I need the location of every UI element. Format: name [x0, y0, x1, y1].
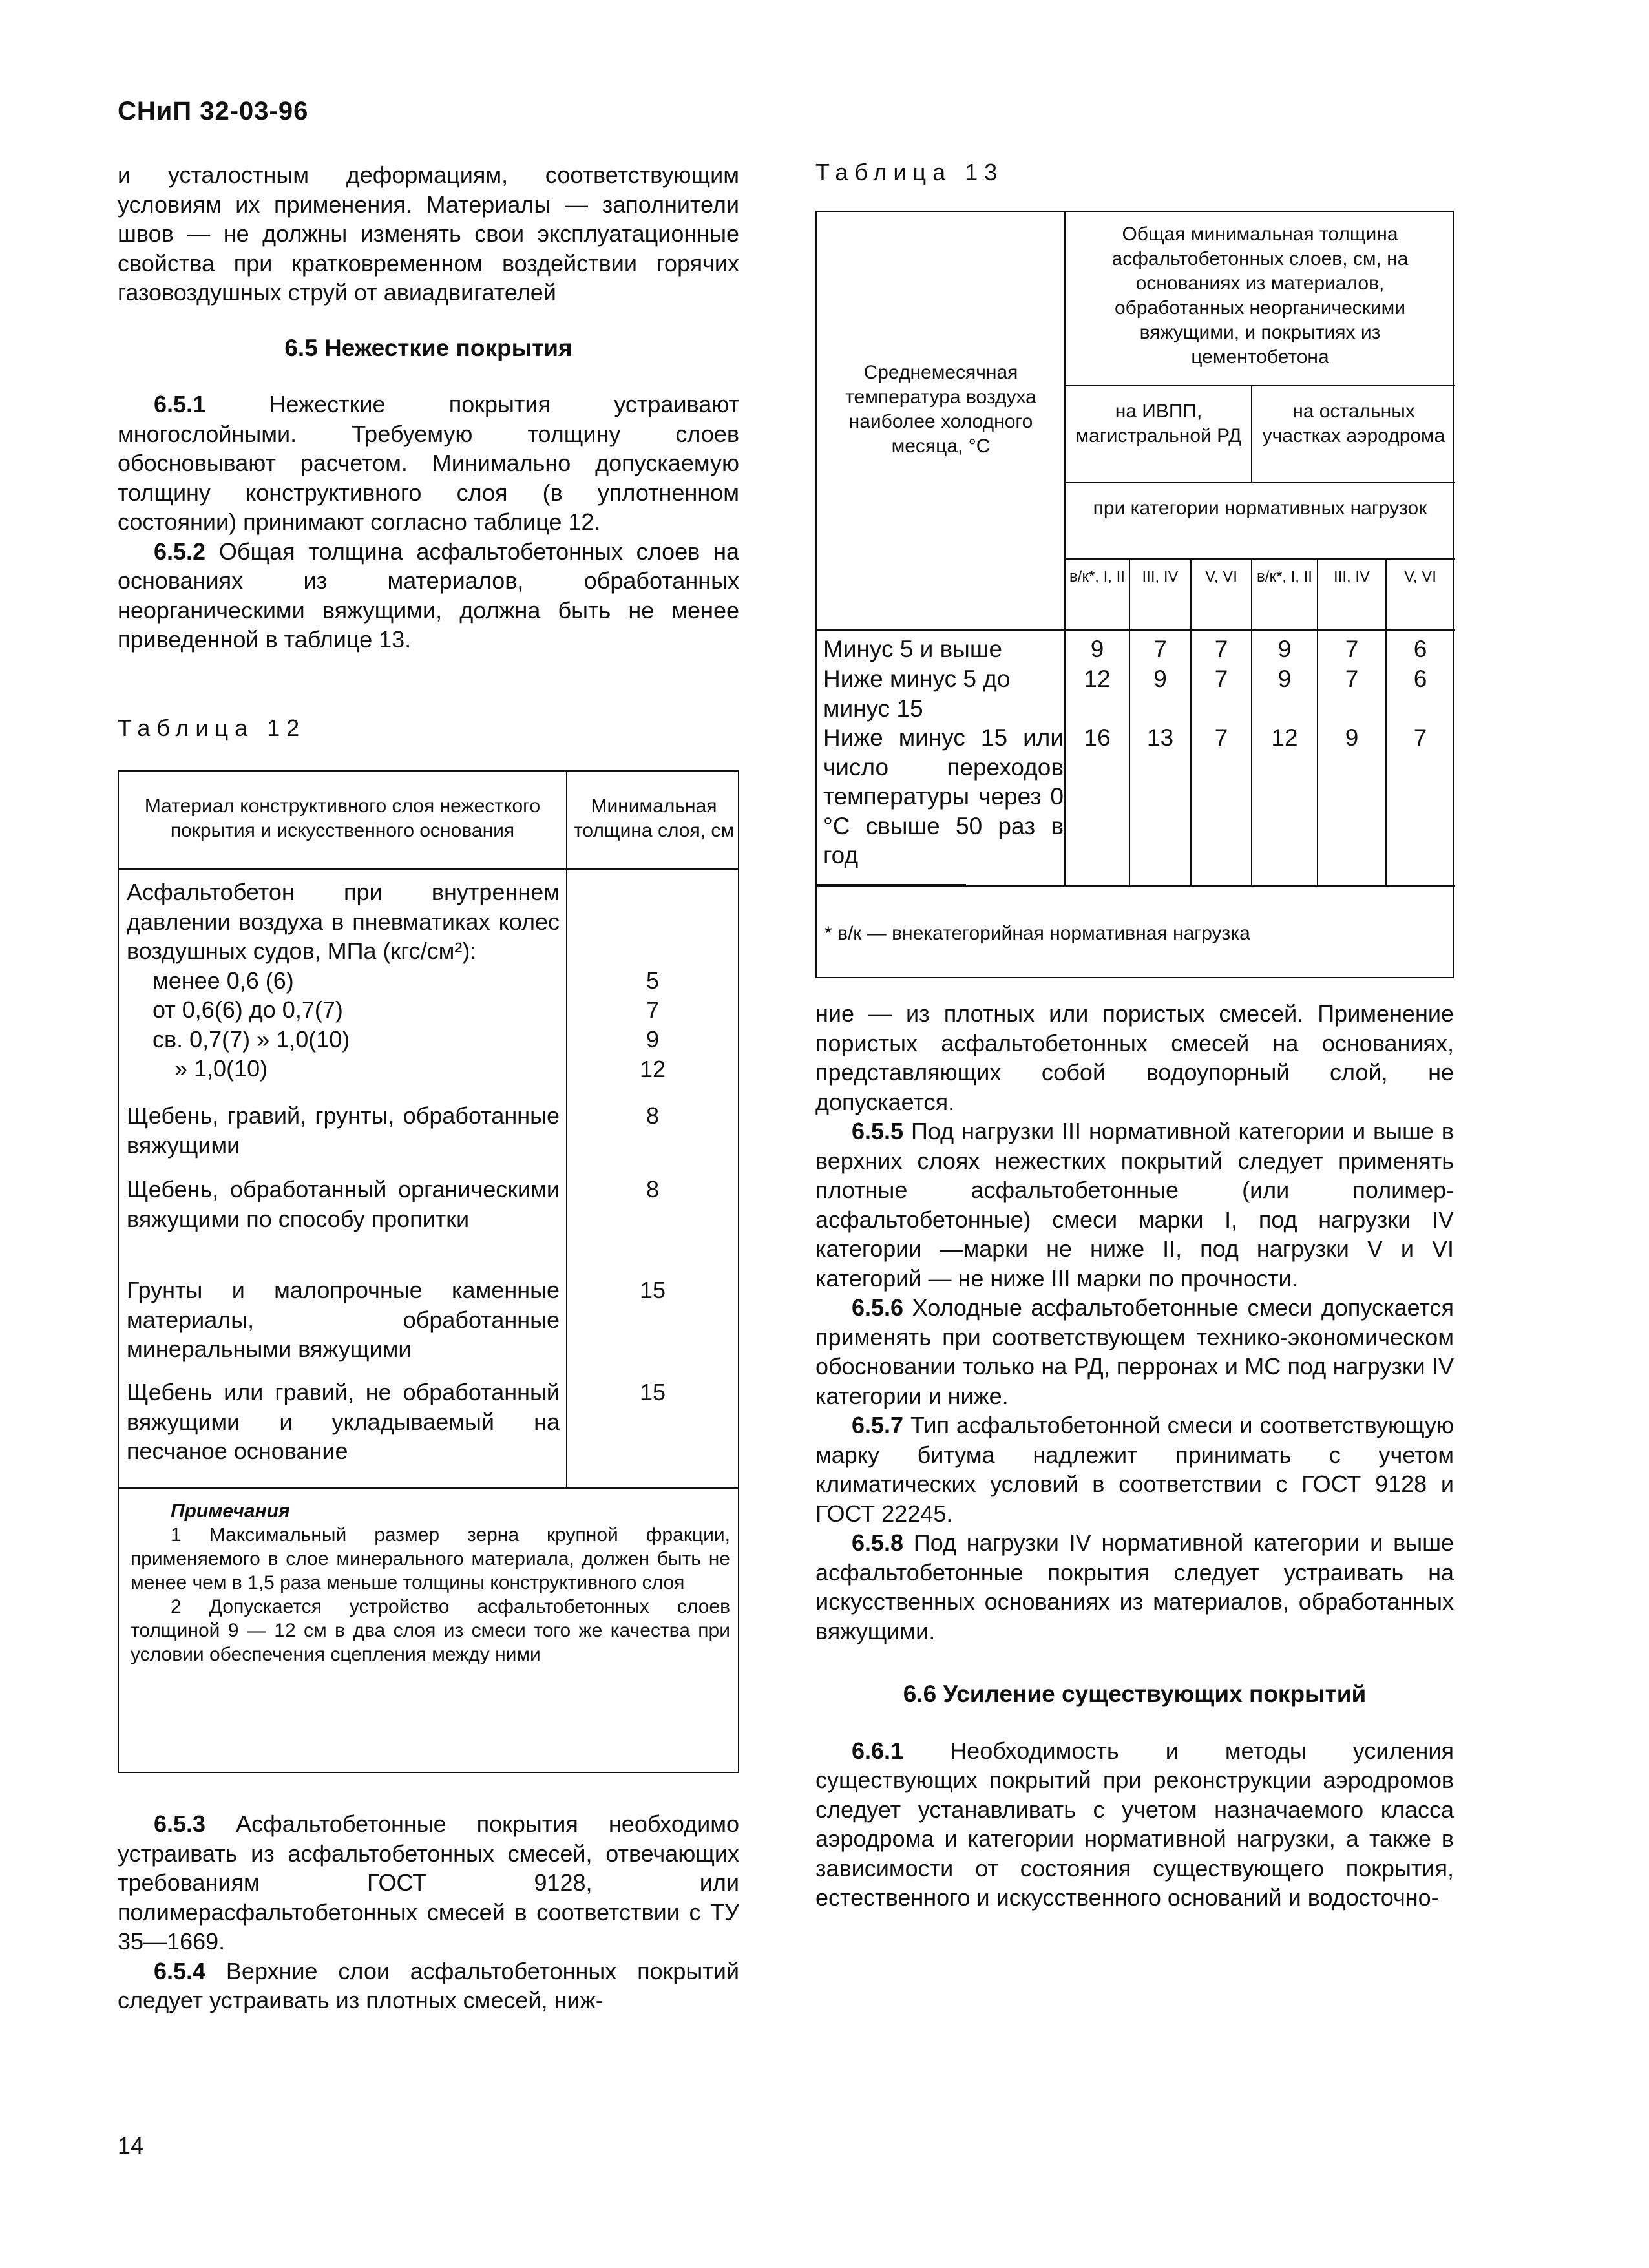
table-12: [118, 770, 739, 1773]
grid-line: [1064, 482, 1455, 483]
table-13-caption: Таблица 13: [815, 159, 1004, 185]
table-13-header-other: на остальных участках аэродрома: [1262, 401, 1445, 446]
thickness-value: 5: [646, 967, 660, 994]
table-12-row-gravel: Щебень, гравий, грунты, обработанные вяжущими: [127, 1102, 560, 1159]
cell-value: 7: [1345, 636, 1359, 662]
cell-value: 12: [1084, 666, 1111, 692]
page-number: 14: [118, 2132, 144, 2159]
thickness-value: 15: [639, 1277, 666, 1303]
category-header: V, VI: [1205, 568, 1237, 585]
cell-value: 9: [1277, 636, 1292, 662]
paragraph-6-5-5: [815, 1117, 1454, 1293]
paragraph-text: Под нагрузки III нормативной категории и выше в верхних слоях нежестких покрытий следует применять плотные асфальтобетонные (или полимер-асфальтобетонные) смеси марки I, под нагрузки IV категории —марки не ниже II, под нагрузки V и VI категорий — не ниже III марки по прочности.: [815, 1118, 1454, 1292]
paragraph-text: Общая толщина асфальтобетонных слоев на основаниях из материалов, обработанных неорганическими вяжущими, должна быть не менее приведенной в таблице 13.: [118, 538, 739, 653]
grid-line: [1251, 385, 1252, 482]
material-text: Асфальтобетон при внутреннем давлении воздуха в пневматиках колес воздушных судов, МПа (кгс/см²):: [127, 879, 560, 964]
paragraph-number: 6.5.3: [154, 1811, 206, 1837]
table-13-header-ivpp: на ИВПП, магистральной РД: [1075, 401, 1242, 446]
table-12-header-material: Материал конструктивного слоя нежесткого покрытия и искусственного основания: [144, 795, 541, 841]
material-sub-4: » 1,0(10): [174, 1055, 268, 1082]
table-12-row-organic: Щебень, обработанный органическими вяжущими по способу пропитки: [127, 1176, 560, 1232]
table-12-notes: [131, 1499, 730, 1666]
table-13-header-category: при категории нормативных нагрузок: [1093, 498, 1427, 519]
grid-line: [1317, 558, 1318, 885]
cell-value: 12: [1271, 724, 1298, 751]
paragraph-6-5-1: [118, 390, 739, 537]
notes-title: Примечания: [171, 1500, 290, 1522]
section-6-6-title: 6.6 Усиление существующих покрытий: [903, 1681, 1367, 1707]
cell-value: 7: [1345, 666, 1359, 692]
paragraph-6-5-2: [118, 537, 739, 655]
cell-value: 7: [1153, 636, 1167, 662]
intro-paragraph: и усталостным деформациям, соответствующим условиям их применения. Материалы — заполнители швов — не должны изменять свои эксплуатационные свойства при кратковременном воздействии горячих газовоздушных струй от авиадвигателей: [118, 162, 739, 306]
thickness-value: 12: [639, 1056, 666, 1082]
row-label: Минус 5 и выше: [823, 636, 1003, 662]
notes-divider: [119, 1487, 738, 1489]
cell-value: 9: [1153, 666, 1167, 692]
paragraph-number: 6.5.6: [852, 1294, 904, 1321]
paragraph-text: Необходимость и методы усиления существующих покрытий при реконструкции аэродромов следует устанавливать с учетом назначаемого класса аэродрома и категории нормативной нагрузки, а также в зависимости от состояния существующего покрытия, естественного и искусственного оснований и водосточно-: [815, 1737, 1454, 1911]
paragraph-6-5-7: [815, 1411, 1454, 1528]
paragraph-text: Под нагрузки IV нормативной категории и выше асфальтобетонные покрытия следует устраивать на искусственных основаниях из материалов, обработанных вяжущими.: [815, 1529, 1454, 1644]
paragraph-text: Холодные асфальтобетонные смеси допускается применять при соответствующем технико-экономическом обосновании только на РД, перронах и МС под нагрузки IV категории и ниже.: [815, 1294, 1454, 1409]
paragraph-6-5-3: [118, 1809, 739, 1957]
thickness-value: 8: [646, 1102, 660, 1129]
material-sub-3: св. 0,7(7) » 1,0(10): [152, 1025, 350, 1053]
left-column-bottom: [118, 1809, 739, 2015]
paragraph-text: Нежесткие покрытия устраивают многослойными. Требуемую толщину слоев обосновывают расчетом. Минимально допускаемую толщину конструктивного слоя (в уплотненном состоянии) принимают согласно таблице 12.: [118, 391, 739, 535]
document-header: СНиП 32-03-96: [118, 97, 309, 125]
thickness-value: 9: [646, 1026, 660, 1053]
table-12-row-untreated: Щебень или гравий, не обработанный вяжущими и укладываемый на песчаное основание: [127, 1379, 560, 1464]
paragraph-number: 6.5.1: [154, 391, 206, 417]
section-6-5-title: 6.5 Нежесткие покрытия: [284, 334, 572, 361]
table-12-row-soil: Грунты и малопрочные каменные материалы, обработанные минеральными вяжущими: [127, 1277, 560, 1362]
table-12-row-asphalt: [127, 877, 560, 1084]
grid-line: [817, 885, 1455, 887]
cell-value: 9: [1277, 666, 1292, 692]
grid-line: [1064, 212, 1066, 885]
category-header: V, VI: [1404, 568, 1436, 585]
cell-value: 7: [1413, 724, 1427, 751]
paragraph-number: 6.5.2: [154, 538, 206, 565]
grid-line: [1129, 558, 1130, 885]
paragraph-6-6-1: [815, 1736, 1454, 1913]
paragraph-6-5-4: [118, 1957, 739, 2015]
cell-value: 9: [1345, 724, 1359, 751]
grid-line: [1251, 558, 1252, 885]
table-13-footnote: * в/к — внекатегорийная нормативная нагрузка: [824, 923, 1250, 944]
note-2: 2 Допускается устройство асфальтобетонных слоев толщиной 9 — 12 см в два слоя из смеси того же качества при условии обеспечения сцепления между ними: [131, 1596, 730, 1665]
cell-value: 6: [1413, 636, 1427, 662]
paragraph-text: Тип асфальтобетонной смеси и соответствующую марку битума надлежит принимать с учетом климатических условий в соответствии с ГОСТ 9128 и ГОСТ 22245.: [815, 1412, 1454, 1527]
table-12-caption: Таблица 12: [118, 715, 306, 741]
material-sub-1: менее 0,6 (6): [152, 967, 294, 994]
material-sub-2: от 0,6(6) до 0,7(7): [152, 996, 343, 1023]
category-header: в/к*, I, II: [1069, 568, 1125, 585]
paragraph-number: 6.5.7: [852, 1412, 904, 1438]
thickness-value: 15: [639, 1379, 666, 1405]
grid-line: [1385, 558, 1387, 885]
paragraph-number: 6.5.5: [852, 1118, 904, 1144]
category-header: в/к*, I, II: [1257, 568, 1312, 585]
paragraph-text: Верхние слои асфальтобетонных покрытий следует устраивать из плотных смесей, ниж-: [118, 1957, 739, 2013]
cell-value: 7: [1214, 724, 1228, 751]
cell-value: 6: [1413, 666, 1427, 692]
cell-value: 7: [1214, 636, 1228, 662]
table-12-header-thickness: Минимальная толщина слоя, см: [573, 795, 735, 841]
right-column: [815, 999, 1454, 1913]
category-header: III, IV: [1333, 568, 1370, 585]
thickness-value: 7: [646, 997, 660, 1024]
paragraph-number: 6.6.1: [852, 1737, 904, 1764]
header-divider: [119, 868, 738, 870]
paragraph-6-5-8: [815, 1528, 1454, 1646]
category-header: III, IV: [1142, 568, 1179, 585]
paragraph-number: 6.5.4: [154, 1957, 206, 1984]
cell-value: 7: [1214, 666, 1228, 692]
footnote-rule: [817, 884, 966, 885]
paragraph-number: 6.5.8: [852, 1529, 904, 1556]
paragraph-text: Асфальтобетонные покрытия необходимо устраивать из асфальтобетонных смесей, отвечающих требованиям ГОСТ 9128, или полимерасфальтобетонных смесей в соответствии с ТУ 35—1669.: [118, 1811, 739, 1955]
row-label: Ниже минус 5 до минус 15: [823, 666, 1011, 722]
left-column-top: [118, 160, 739, 655]
paragraph-6-5-6: [815, 1293, 1454, 1411]
cell-value: 16: [1084, 724, 1111, 751]
table-13: [815, 211, 1454, 978]
grid-line: [1064, 558, 1455, 560]
grid-line: [1190, 558, 1192, 885]
thickness-value: 8: [646, 1176, 660, 1202]
continued-paragraph: ние — из плотных или пористых смесей. Применение пористых асфальтобетонных смесей на основаниях, представляющих собой водоупорный слой, не допускается.: [815, 1000, 1454, 1115]
grid-line: [1064, 385, 1455, 386]
table-13-header-temperature: Среднемесячная температура воздуха наиболее холодного месяца, °С: [845, 362, 1036, 457]
cell-value: 13: [1146, 724, 1174, 751]
note-1: 1 Максимальный размер зерна крупной фракции, применяемого в слое минерального материала, должен быть не менее чем в 1,5 раза меньше толщины конструктивного слоя: [131, 1524, 730, 1593]
row-label: Ниже минус 15 или число переходов температуры через 0 °С свыше 50 раз в год: [823, 724, 1064, 868]
table-13-header-total-thickness: Общая минимальная толщина асфальтобетонных слоев, см, на основаниях из материалов, обработанных неорганическими вяжущими, и покрытиях из цементобетона: [1111, 224, 1409, 368]
cell-value: 9: [1090, 636, 1104, 662]
